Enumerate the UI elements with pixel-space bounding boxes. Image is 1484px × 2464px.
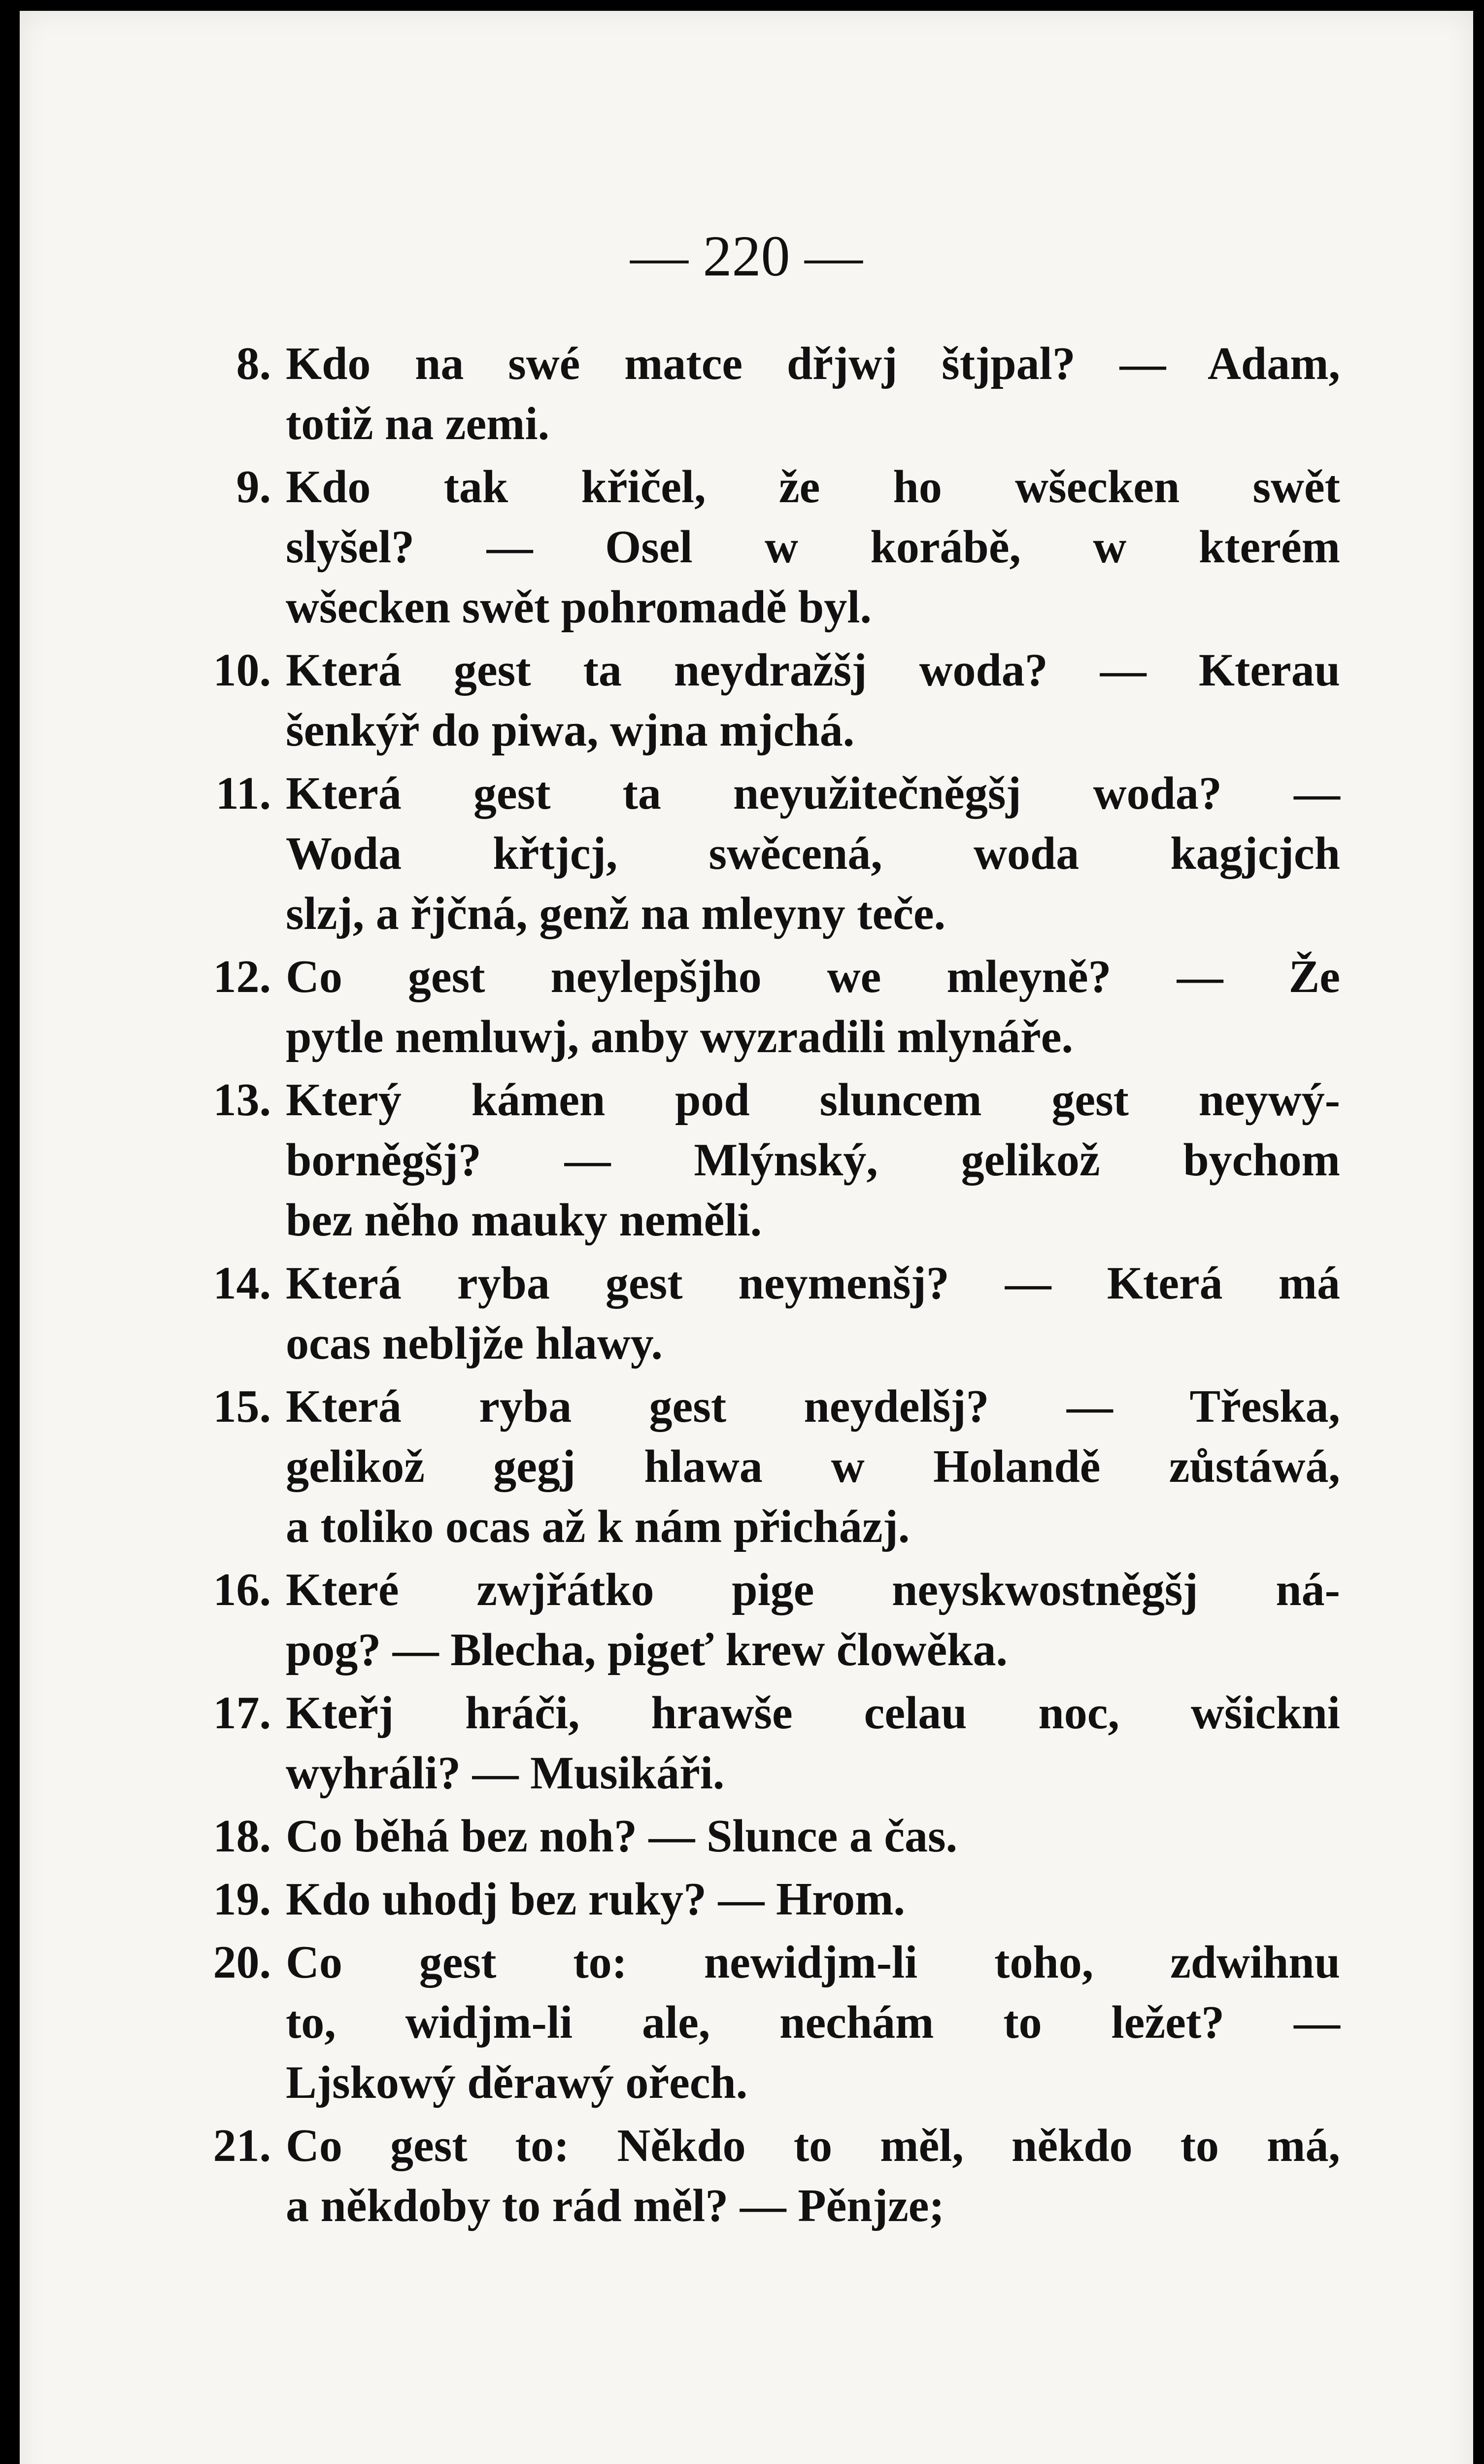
riddle-number: 14.	[213, 1258, 271, 1309]
riddle-text-line: Kdo uhodj bez ruky? — Hrom.	[286, 1874, 905, 1925]
riddle-text-line: to, widjm-li ale, nechám to ležet? —	[286, 1997, 1340, 2048]
riddle-text-line: pytle nemluwj, anby wyzradili mlynáře.	[286, 1011, 1073, 1062]
riddle-entry	[213, 1253, 1340, 1373]
riddle-text-line: Kdo tak křičel, že ho wšecken swět	[286, 461, 1340, 513]
riddle-number: 8.	[236, 338, 271, 389]
riddle-text-line: gelikož gegj hlawa w Holandě zůstáwá,	[286, 1441, 1340, 1492]
riddle-number: 11.	[215, 768, 271, 819]
riddle-text-line: Kteřj hráči, hrawše celau noc, wšickni	[286, 1687, 1340, 1739]
riddle-text-line: slyšel? — Osel w korábě, w kterém	[286, 521, 1340, 573]
riddle-entry	[213, 947, 1340, 1067]
riddle-text-line: Která gest ta neyužitečněgšj woda? —	[286, 768, 1340, 819]
riddle-text-line: šenkýř do piwa, wjna mjchá.	[286, 705, 855, 756]
riddle-text-line: wšecken swět pohromadě byl.	[286, 582, 872, 633]
riddle-number: 9.	[236, 461, 271, 513]
riddle-number: 12.	[213, 951, 271, 1002]
riddle-text-line: Co gest to: newidjm-li toho, zdwihnu	[286, 1937, 1340, 1988]
riddle-text-line: Co gest neylepšjho we mleyně? — Že	[286, 951, 1340, 1002]
riddle-number: 19.	[213, 1874, 271, 1925]
riddle-number: 10.	[213, 645, 271, 696]
riddle-number: 16.	[213, 1564, 271, 1615]
riddle-number: 17.	[213, 1687, 271, 1739]
riddle-text-line: a toliko ocas až k nám přicházj.	[286, 1501, 910, 1552]
riddle-text-line: Která gest ta neydražšj woda? — Kterau	[286, 645, 1340, 696]
riddle-text-line: borněgšj? — Mlýnský, gelikož bychom	[286, 1134, 1340, 1186]
riddle-entry	[213, 640, 1340, 760]
riddle-text-line: ocas nebljže hlawy.	[286, 1318, 663, 1369]
riddle-number: 13.	[213, 1074, 271, 1126]
riddle-text-line: Které zwjřátko pige neyskwostněgšj ná-	[286, 1564, 1340, 1615]
riddle-entry	[213, 1806, 1340, 1866]
riddle-list	[213, 334, 1340, 2239]
riddle-text-line: totiž na zemi.	[286, 398, 550, 449]
scanned-page	[20, 11, 1473, 2464]
riddle-number: 20.	[213, 1937, 271, 1988]
riddle-text-line: Co gest to: Někdo to měl, někdo to má,	[286, 2120, 1340, 2171]
riddle-entry	[213, 2116, 1340, 2236]
riddle-entry	[213, 1869, 1340, 1929]
riddle-number: 18.	[213, 1811, 271, 1862]
riddle-text-line: Ljskowý děrawý ořech.	[286, 2057, 748, 2108]
riddle-number: 15.	[213, 1381, 271, 1432]
riddle-text-line: Která ryba gest neymenšj? — Která má	[286, 1258, 1340, 1309]
riddle-entry	[213, 1683, 1340, 1803]
riddle-text-line: Který kámen pod sluncem gest neywý-	[286, 1074, 1340, 1126]
riddle-text-line: Co běhá bez noh? — Slunce a čas.	[286, 1811, 958, 1862]
riddle-text-line: Kdo na swé matce dřjwj štjpal? — Adam,	[286, 338, 1340, 389]
riddle-text-line: bez něho mauky neměli.	[286, 1195, 762, 1246]
riddle-entry	[236, 334, 1340, 454]
riddle-entry	[213, 1560, 1340, 1680]
riddle-number: 21.	[213, 2120, 271, 2171]
riddle-text-line: pog? — Blecha, pigeť krew člowěka.	[286, 1624, 1008, 1676]
riddle-text-line: wyhráli? — Musikáři.	[286, 1747, 725, 1799]
riddle-entry	[236, 457, 1340, 637]
riddle-text-line: Která ryba gest neydelšj? — Třeska,	[286, 1381, 1340, 1432]
page-number: — 220 —	[630, 224, 863, 288]
riddle-text-line: Woda křtjcj, swěcená, woda kagjcjch	[286, 828, 1340, 879]
riddle-entry	[213, 1932, 1340, 2113]
riddle-entry	[213, 1070, 1340, 1250]
riddle-text-line: slzj, a řjčná, genž na mleyny teče.	[286, 888, 946, 939]
riddle-entry	[213, 1376, 1340, 1557]
riddle-entry	[215, 763, 1340, 944]
riddle-text-line: a někdoby to rád měl? — Pěnjze;	[286, 2180, 944, 2231]
